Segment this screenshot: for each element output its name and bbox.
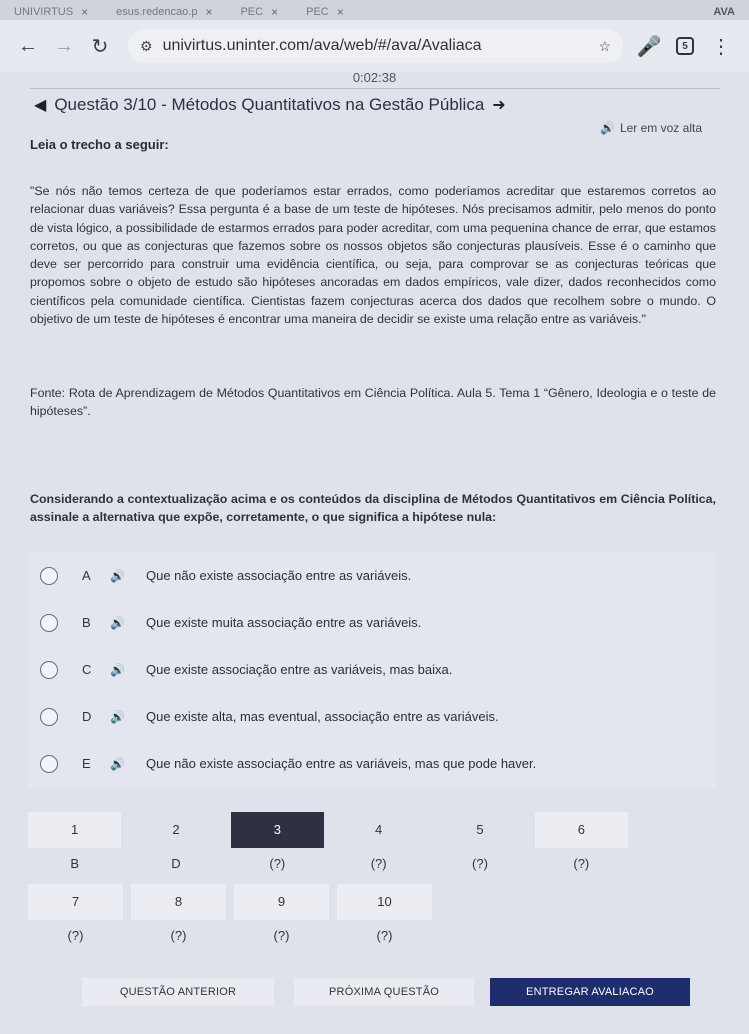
option-d[interactable] <box>28 693 716 740</box>
question-answer: (?) <box>573 856 590 871</box>
question-number: 9 <box>234 884 329 920</box>
tab-label: esus.redencao.p <box>116 6 198 18</box>
option-letter: C <box>82 662 92 677</box>
option-c[interactable] <box>28 646 716 693</box>
url-text: univirtus.uninter.com/ava/web/#/ava/Avaliaca <box>162 37 482 54</box>
site-settings-icon[interactable]: ⚙ <box>140 37 153 54</box>
forward-arrow-icon[interactable]: → <box>54 34 74 57</box>
question-navigator-row-2 <box>28 884 628 952</box>
option-letter: D <box>82 709 92 724</box>
question-answer: (?) <box>67 928 84 943</box>
exam-timer: 0:02:38 <box>352 70 397 85</box>
browser-tab[interactable] <box>292 4 358 20</box>
question-number: 5 <box>476 822 484 837</box>
speaker-icon: 🔊 <box>600 121 615 135</box>
tab-label: UNIVIRTUS <box>14 6 74 18</box>
speaker-icon[interactable]: 🔊 <box>110 709 125 724</box>
answer-options <box>28 552 716 787</box>
question-number: 8 <box>131 884 226 920</box>
previous-question-button[interactable]: QUESTÃO ANTERIOR <box>82 978 274 1006</box>
previous-question-arrow-icon[interactable]: ◀ <box>34 97 47 114</box>
speaker-icon[interactable]: 🔊 <box>110 756 125 771</box>
radio-button[interactable] <box>40 567 58 585</box>
tab-label: PEC <box>240 6 264 18</box>
option-e[interactable] <box>28 740 716 787</box>
question-title: Questão 3/10 - Métodos Quantitativos na Gestão Pública <box>54 95 485 114</box>
radio-button[interactable] <box>40 708 58 726</box>
question-prompt: Considerando a contextualização acima e os conteúdos da disciplina de Métodos Quantitativos em Ciência Política, assinale a alternativa que expõe, corretamente, o que significa a hipótese nula: <box>30 492 716 525</box>
next-question-arrow-icon[interactable]: ➜ <box>492 97 506 114</box>
nav-question-4[interactable] <box>332 812 425 880</box>
tab-count-button[interactable] <box>667 28 703 64</box>
read-aloud-label: Ler em voz alta <box>619 121 702 135</box>
option-a[interactable] <box>28 552 716 599</box>
close-icon[interactable]: × <box>271 5 279 19</box>
option-text: Que não existe associação entre as variáveis, mas que pode haver. <box>146 756 537 771</box>
nav-question-1[interactable] <box>28 812 121 880</box>
question-answer: B <box>70 856 79 871</box>
browser-tab-strip <box>0 0 749 20</box>
close-icon[interactable]: × <box>205 5 213 19</box>
tab-label: AVA <box>713 6 735 18</box>
radio-button[interactable] <box>40 755 58 773</box>
speaker-icon[interactable]: 🔊 <box>110 615 125 630</box>
question-excerpt: "Se nós não temos certeza de que poderíamos estar errados, como poderíamos acreditar que estaremos corretos ao relacionar duas variáveis? Essa pergunta é a base de um teste de hipóteses. Nós precisamos admitir, pelo menos do ponto de vista lógico, a possibilidade de estarmos errados para poder acreditar, com uma pequenina chance de errar, que estamos corretos, ou que as conjecturas que fazemos sobre os nossos objetos são conjecturas plausíveis. Esse é o caminho que deve ser percorrido para construir uma evidência científica, ou seja, para comprovar se as conjecturas teóricas que propomos sobre o objeto de estudo são hipóteses ancoradas em dados empíricos, vale dizer, dados reconhecidos como científicos pela comunidade científica. Cientistas fazem conjecturas acerca dos dados que recolhem sobre o mundo. O objetivo de um teste de hipóteses é encontrar uma maneira de decidir se existe uma relação entre as variáveis." <box>30 184 716 327</box>
question-answer: (?) <box>370 856 387 871</box>
question-header <box>34 95 506 115</box>
question-number: 1 <box>28 812 121 848</box>
close-icon[interactable]: × <box>336 5 344 19</box>
next-question-button[interactable]: PRÓXIMA QUESTÃO <box>294 978 474 1006</box>
submit-exam-button[interactable]: ENTREGAR AVALIACAO <box>490 978 690 1006</box>
browser-tab[interactable] <box>0 4 102 20</box>
question-answer: (?) <box>472 856 488 871</box>
reload-icon[interactable]: ↻ <box>91 35 109 58</box>
speaker-icon[interactable]: 🔊 <box>110 568 125 583</box>
option-text: Que não existe associação entre as variáveis. <box>146 568 412 583</box>
question-number: 4 <box>375 822 383 837</box>
question-number-current: 3 <box>231 812 324 848</box>
nav-question-8[interactable] <box>131 884 226 952</box>
divider <box>30 88 720 89</box>
question-answer: (?) <box>376 928 393 943</box>
nav-question-9[interactable] <box>234 884 329 952</box>
option-letter: A <box>82 568 91 583</box>
nav-question-10[interactable] <box>337 884 432 952</box>
question-answer: (?) <box>170 928 187 943</box>
nav-question-3[interactable] <box>231 812 324 880</box>
option-text: Que existe associação entre as variáveis, mas baixa. <box>146 662 453 677</box>
option-letter: B <box>82 615 91 630</box>
radio-button[interactable] <box>40 614 58 632</box>
question-answer: (?) <box>273 928 290 943</box>
question-answer: D <box>171 856 181 871</box>
tab-count: 5 <box>676 37 694 55</box>
nav-question-5[interactable] <box>433 812 526 880</box>
question-answer: (?) <box>269 856 286 871</box>
address-bar[interactable] <box>128 29 623 63</box>
close-icon[interactable]: × <box>81 5 89 19</box>
menu-kebab-icon[interactable]: ⋮ <box>711 35 731 58</box>
browser-tab[interactable] <box>102 4 226 20</box>
question-lead: Leia o trecho a seguir: <box>30 137 169 152</box>
option-text: Que existe muita associação entre as variáveis. <box>146 615 422 630</box>
bookmark-star-icon[interactable]: ☆ <box>598 37 611 54</box>
tab-label: PEC <box>306 6 329 18</box>
nav-question-6[interactable] <box>535 812 628 880</box>
option-text: Que existe alta, mas eventual, associação entre as variáveis. <box>146 709 499 724</box>
question-source: Fonte: Rota de Aprendizagem de Métodos Quantitativos em Ciência Política. Aula 5. Tema 1 “Gênero, Ideologia e o teste de hipóteses”. <box>30 386 716 419</box>
option-b[interactable] <box>28 599 716 646</box>
browser-toolbar <box>0 20 749 72</box>
speaker-icon[interactable]: 🔊 <box>110 662 125 677</box>
question-number: 10 <box>337 884 432 920</box>
back-arrow-icon[interactable]: ← <box>18 34 38 57</box>
browser-tab-active[interactable] <box>699 4 749 20</box>
browser-tab[interactable] <box>226 4 292 20</box>
question-number: 2 <box>172 822 180 837</box>
question-navigator-row-1 <box>28 812 628 880</box>
option-letter: E <box>82 756 91 771</box>
question-number: 6 <box>535 812 628 848</box>
read-aloud-button[interactable] <box>600 121 702 135</box>
nav-question-7[interactable] <box>28 884 123 952</box>
microphone-icon[interactable]: 🎤 <box>636 35 662 58</box>
radio-button[interactable] <box>40 661 58 679</box>
nav-question-2[interactable] <box>129 812 222 880</box>
question-number: 7 <box>28 884 123 920</box>
